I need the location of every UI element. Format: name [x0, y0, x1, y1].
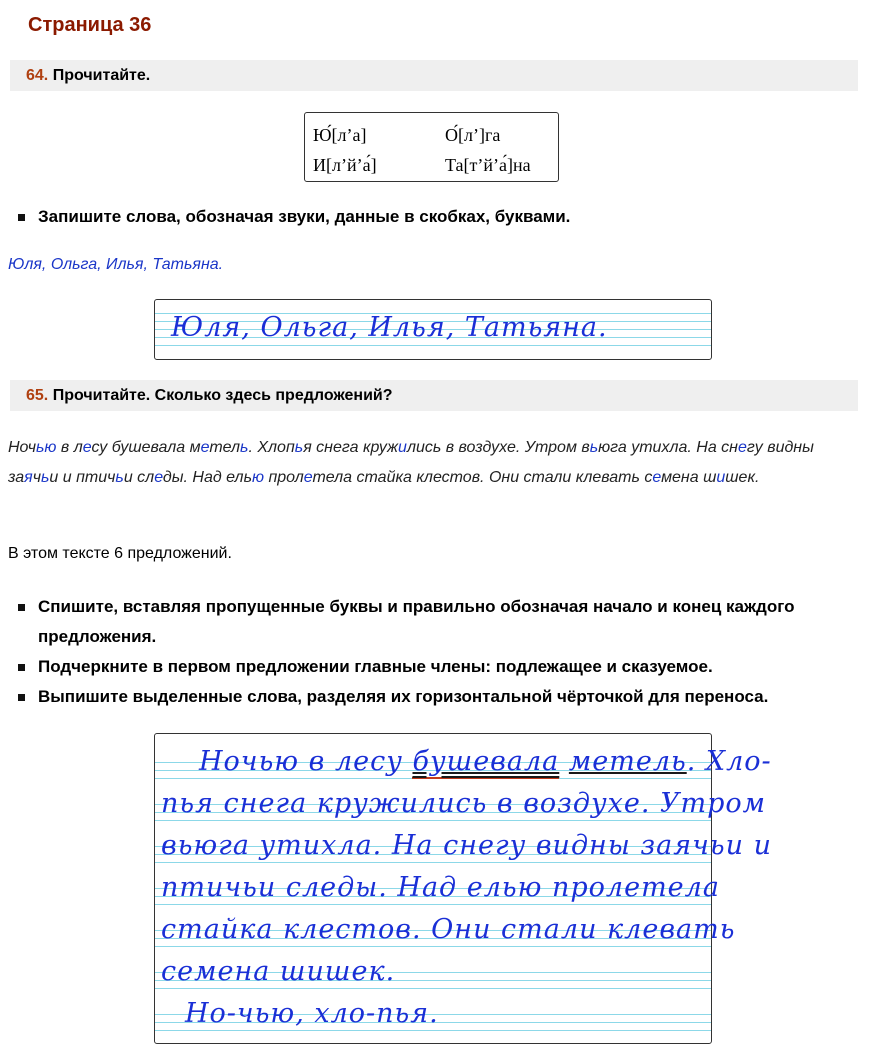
task-64-header: [10, 60, 858, 91]
phonetic-word-2: О́[л’]га: [445, 125, 501, 145]
predicate-underline: бушевала: [412, 746, 560, 777]
task-64-instructions: [0, 202, 848, 232]
task-64-number: 64.: [26, 67, 49, 84]
handwriting-box-65: [154, 733, 772, 1044]
instruction-item: Спишите, вставляя пропущенные буквы и правильно обозначая начало и конец каждого предложения.: [0, 592, 848, 652]
handwriting-line: стайка клестов. Они стали клевать: [161, 914, 736, 945]
handwriting-line: птичьи следы. Над елью пролетела: [161, 872, 720, 903]
task-65-answer: В этом тексте 6 предложений.: [8, 545, 232, 562]
handwriting-line: пья снега кружились в воздухе. Утром: [161, 788, 767, 819]
handwriting-line: Юля, Ольга, Илья, Татьяна.: [171, 312, 608, 343]
instruction-item: Выпишите выделенные слова, разделяя их горизонтальной чёрточкой для переноса.: [0, 682, 848, 712]
subject-underline: метель: [568, 746, 687, 777]
instruction-item: Запишите слова, обозначая звуки, данные в скобках, буквами.: [0, 202, 848, 232]
task-65-number: 65.: [26, 387, 49, 404]
phonetic-word-1: Ю́[л’а]: [313, 125, 367, 145]
task-64-answer: Юля, Ольга, Илья, Татьяна.: [8, 256, 224, 273]
instruction-item: Подчеркните в первом предложении главные члены: подлежащее и сказуемое.: [0, 652, 848, 682]
phonetic-word-4: Та[т’й’а́]на: [445, 155, 531, 175]
task-64-title: Прочитайте.: [52, 67, 151, 84]
task-65-instructions: [0, 592, 848, 712]
reading-text: Ночью в лесу бушевала метель. Хлопья снега кружились в воздухе. Утром вьюга утихла. На снегу видны заячьи и птичьи следы. Над елью пролетела стайка клестов. Они стали клевать семена шишек.: [8, 439, 814, 486]
handwriting-line: Но-чью, хло-пья.: [185, 998, 439, 1029]
phonetic-word-3: И[л’й’а́]: [313, 155, 377, 175]
page-title: Страница 36: [28, 14, 152, 36]
handwriting-line: семена шишек.: [161, 956, 396, 987]
task-65-header: [10, 380, 858, 411]
task-65-title: Прочитайте. Сколько здесь предложений?: [52, 387, 393, 404]
handwriting-line: вьюга утихла. На снегу видны заячьи и: [161, 830, 772, 861]
phonetic-box: [304, 112, 559, 182]
handwriting-box-64: [154, 299, 712, 360]
handwriting-line: Ночью в лесу бушевала метель. Хло-: [199, 746, 772, 777]
